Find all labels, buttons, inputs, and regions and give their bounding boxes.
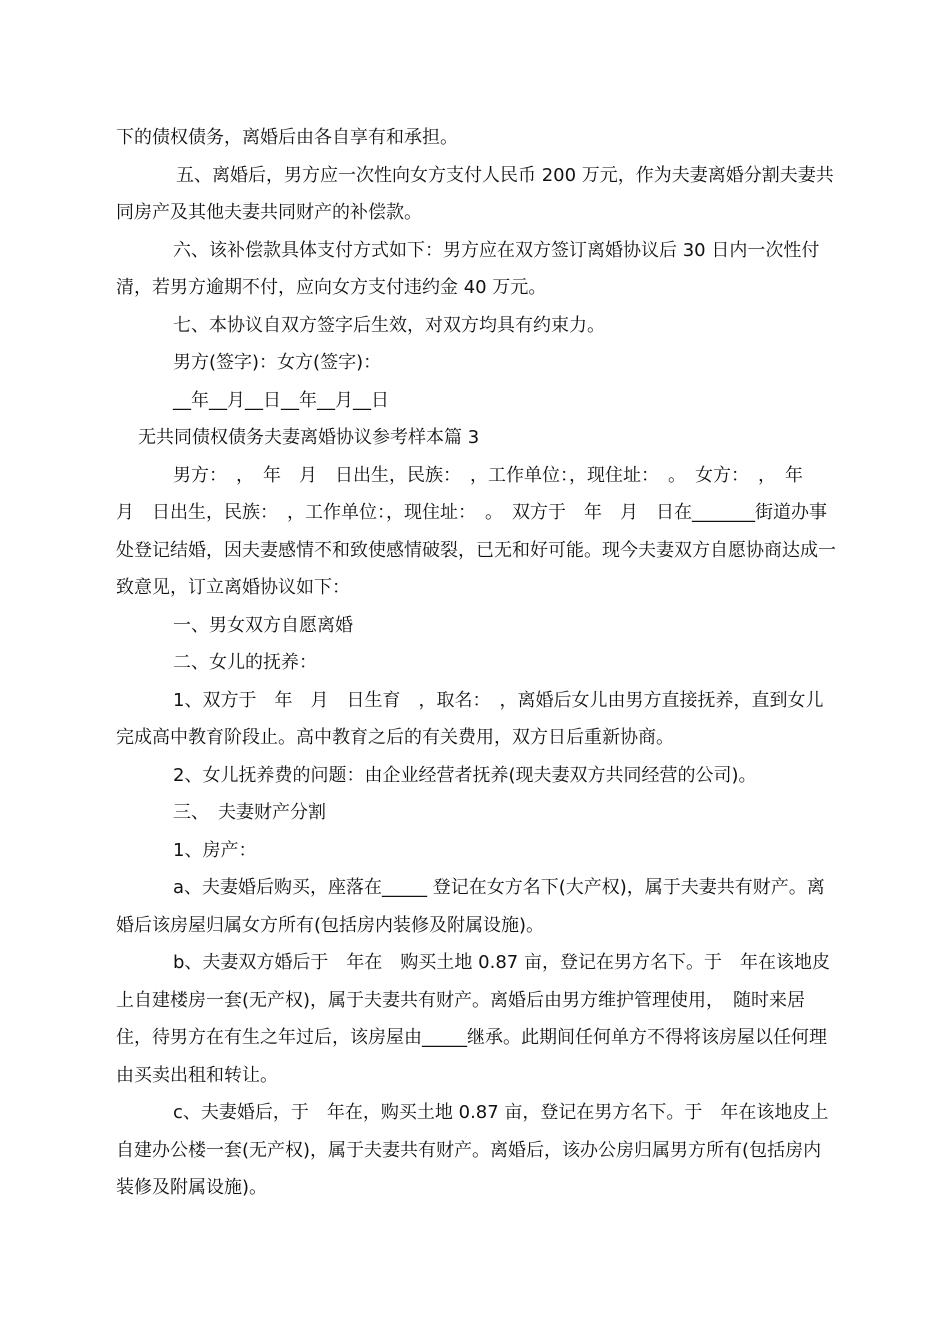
date-line: __年__月__日__年__月__日: [173, 389, 389, 411]
paragraph-item-two: 二、女儿的抚养：: [173, 652, 317, 673]
paragraph-item-three: 三、 夫妻财产分割: [173, 802, 326, 823]
paragraph-parties-info: 男方： ， 年 月 日出生，民族： ，工作单位：，现住址： 。 女方： ， 年 月 日出生，民族： ，工作单位：，现住址： 。 双方于 年 月 日在_______街道办事处登记结婚，因夫妻感情不和致使感情破裂，已无和好可能。现今夫妻双方自愿协商达成一致意见，订立离婚协议如下：: [116, 464, 836, 598]
paragraph-child-support: 2、女儿抚养费的问题：由企业经营者抚养(现夫妻双方共同经营的公司)。: [173, 764, 757, 786]
paragraph-real-estate: 1、房产：: [173, 839, 257, 861]
paragraph-clause-seven: 七、本协议自双方签字后生效，对双方均具有约束力。: [173, 314, 605, 336]
paragraph-clause-five: 五、离婚后，男方应一次性向女方支付人民币 200 万元，作为夫妻离婚分割夫妻共同房产及其他夫妻共同财产的补偿款。: [116, 164, 834, 223]
document-body: [116, 119, 838, 1207]
paragraph-clause-six: 六、该补偿款具体支付方式如下：男方应在双方签订离婚协议后 30 日内一次性付清，若男方逾期不付，应向女方支付违约金 40 万元。: [116, 239, 820, 298]
signature-line: 男方(签字)：女方(签字)：: [173, 352, 382, 373]
paragraph-debts-continuation: 下的债权债务，离婚后由各自享有和承担。: [116, 127, 458, 148]
section-title: 无共同债权债务夫妻离婚协议参考样本篇 3: [138, 427, 480, 448]
paragraph-item-one: 一、男女双方自愿离婚: [173, 614, 353, 636]
paragraph-property-a: a、夫妻婚后购买，座落在_____ 登记在女方名下(大产权)，属于夫妻共有财产。离婚后该房屋归属女方所有(包括房内装修及附属设施)。: [116, 877, 825, 936]
paragraph-property-c: c、夫妻婚后，于 年在，购买土地 0.87 亩，登记在男方名下。于 年在该地皮上自建办公楼一套(无产权)，属于夫妻共有财产。离婚后，该办公房归属男方所有(包括房内装修及附属设施)。: [116, 1102, 829, 1198]
paragraph-property-b: b、夫妻双方婚后于 年在 购买土地 0.87 亩，登记在男方名下。于 年在该地皮上自建楼房一套(无产权)，属于夫妻共有财产。离婚后由男方维护管理使用， 随时来居住，待男方在有生之年过后，该房屋由_____继承。此期间任何单方不得将该房屋以任何理由买卖出租和转让。: [116, 952, 830, 1086]
paragraph-custody: 1、双方于 年 月 日生育 ，取名： ，离婚后女儿由男方直接抚养，直到女儿完成高中教育阶段止。高中教育之后的有关费用，双方日后重新协商。: [116, 689, 824, 748]
